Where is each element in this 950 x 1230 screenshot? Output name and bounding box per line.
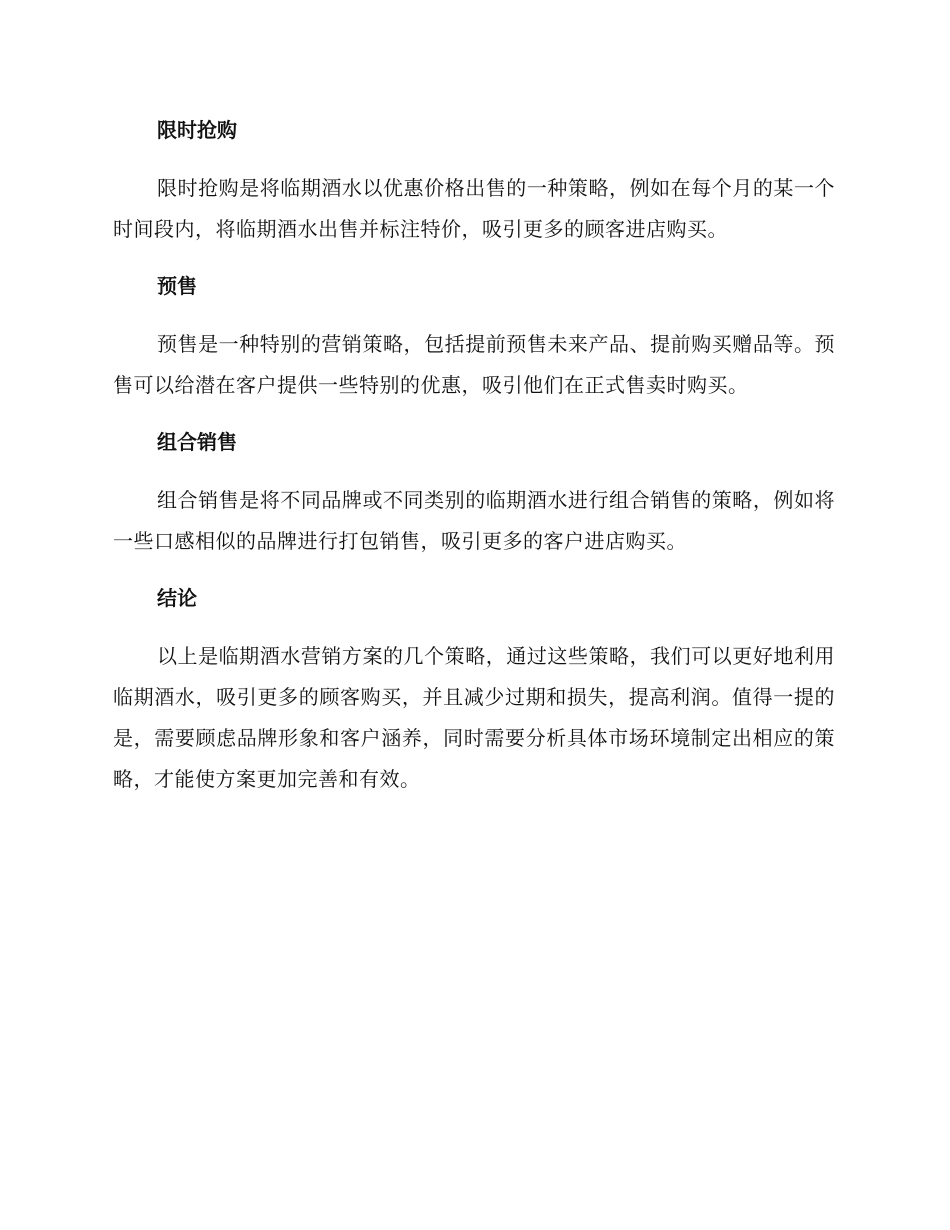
section-heading: 结论 — [157, 586, 197, 610]
section-body: 组合销售是将不同品牌或不同类别的临期酒水进行组合销售的策略，例如将一些口感相似的品牌进行打包销售，吸引更多的客户进店购买。 — [113, 488, 835, 553]
section-body: 以上是临期酒水营销方案的几个策略，通过这些策略，我们可以更好地利用临期酒水，吸引更多的顾客购买，并且减少过期和损失，提高利润。值得一提的是，需要顾虑品牌形象和客户涵养，同时需要分析具体市场环境制定出相应的策略，才能使方案更加完善和有效。 — [113, 644, 835, 791]
section-body: 限时抢购是将临期酒水以优惠价格出售的一种策略，例如在每个月的某一个时间段内，将临期酒水出售并标注特价，吸引更多的顾客进店购买。 — [113, 176, 835, 241]
section-gap — [113, 250, 835, 268]
section-heading: 组合销售 — [157, 430, 237, 454]
section-heading: 预售 — [157, 274, 197, 298]
section-flash-sale — [113, 112, 835, 250]
document-page — [113, 112, 835, 800]
section-gap — [113, 562, 835, 580]
section-bundle-sale — [113, 424, 835, 562]
section-conclusion — [113, 580, 835, 800]
section-body: 预售是一种特别的营销策略，包括提前预售未来产品、提前购买赠品等。预售可以给潜在客户提供一些特别的优惠，吸引他们在正式售卖时购买。 — [113, 332, 835, 397]
section-heading: 限时抢购 — [157, 118, 237, 142]
section-gap — [113, 406, 835, 424]
section-presale — [113, 268, 835, 406]
